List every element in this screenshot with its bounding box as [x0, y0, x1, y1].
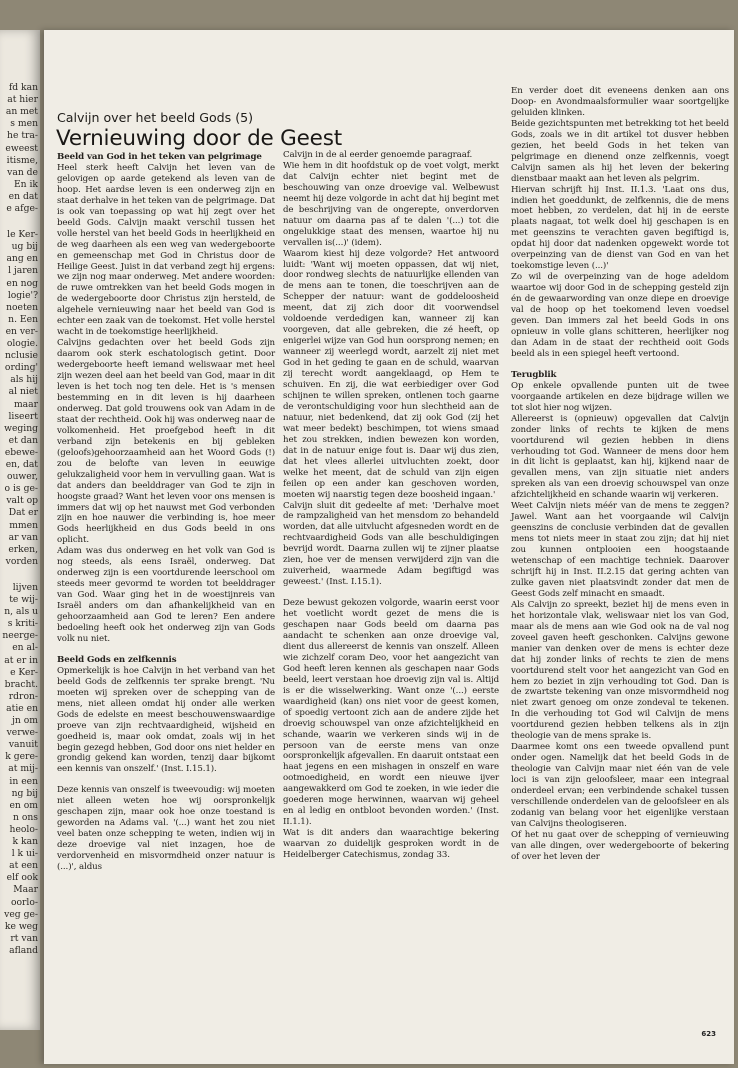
- cut-off-line-fragment: s men: [10, 118, 38, 130]
- cut-off-line-fragment: en dat: [8, 190, 38, 202]
- paragraph: Zo wil de overpeinzing van de hoge adeldom waartoe wij door God in de schepping gesteld zijn én de gewaarwording van onze diepe en droevige val de hoop op het toekomend leven voedsel geven. Dan immers zal het beeld Gods in ons opnieuw in volle glans schitteren, heerlijker nog dan Adam in de staat der rechtheid ooit Gods beeld als in een spiegel heeft vertoond.: [511, 272, 729, 359]
- cut-off-line-fragment: at er in: [4, 654, 38, 666]
- cut-off-line-fragment: logie'?: [7, 289, 38, 301]
- cut-off-line-fragment: le Ker-: [7, 229, 38, 241]
- paragraph: Wie hem in dit hoofdstuk op de voet volgt, merkt dat Calvijn echter niet begint met de beschouwing van onze droevige val. Welbewust neemt hij deze volgorde in acht dat hij begint met de beschrijving van de ongerepte, onverdorven natuur om daarna pas af te dalen '(...) tot die ongelukkige staat des mensen, waartoe hij nu vervallen is(...)' (idem).: [283, 160, 499, 248]
- paragraph: Op enkele opvallende punten uit de twee voorgaande artikelen en deze bijdrage willen we tot slot hier nog wijzen.: [511, 380, 729, 413]
- cut-off-line-fragment: l k ui-: [11, 848, 38, 860]
- cut-off-line-fragment: en nog: [6, 277, 38, 289]
- cut-off-line-fragment: En ik: [13, 178, 38, 190]
- cut-off-line-fragment: noeten: [6, 301, 38, 313]
- section-heading: Terugblik: [511, 369, 557, 380]
- section-heading: Beeld Gods en zelfkennis: [57, 654, 177, 665]
- cut-off-line-fragment: bracht.: [4, 678, 38, 690]
- cut-off-line-fragment: l jaren: [8, 265, 38, 277]
- cut-off-line-fragment: Dat er: [8, 507, 38, 519]
- cut-off-line-fragment: ouwer,: [6, 471, 38, 483]
- text-column-1: [57, 152, 275, 873]
- cut-off-line-fragment: at mij-: [8, 763, 38, 775]
- paragraph: Weet Calvijn niets méér van de mens te zeggen? Jawel. Want aan het voorgaande wil Calvijn geenszins de conclusie verbinden dat de gevallen mens tot niets meer in staat zou zijn; dat hij niet zou kunnen ontplooien een hoogstaande wetenschap of een machtige techniek. Daarover schrijft hij in Inst. II.2.15 dat gering achten van zulke gaven niet plaatsvindt zonder dat men de Geest Gods zelf minacht en smaadt.: [511, 501, 729, 599]
- cut-off-line-fragment: elf ook: [6, 872, 38, 884]
- paragraph: Deze kennis van onszelf is tweevoudig: wij moeten niet alleen weten hoe wij oorspronkelijk geschapen zijn, maar ook hoe onze toestand is geworden na Adams val. '(...) want het zou niet veel baten onze schepping te weten, indien wij in deze droevige val niet inzagen, hoe de verdorvenheid en misvormdheid onzer natuur is (...)', aldus: [57, 785, 275, 873]
- paragraph: Adam was dus onderweg en het volk van God is nog steeds, als eens Israël, onderweg. Dat onderweg zijn is een voortdurende leerschool om steeds meer gevormd te worden tot beelddrager van God. Waar ging het in de woestijnreis van Israël anders om dan afhankelijkheid van en gehoorzaamheid aan God te leren? Een andere bedoeling heeft ook het onderweg zijn van Gods volk nu niet.: [57, 546, 275, 644]
- paragraph: Hiervan schrijft hij Inst. II.1.3. 'Laat ons dus, indien het goeddunkt, de zelfkennis, die de mens moet hebben, zo verdelen, dat hij in de eerste plaats nagaat, tot welk doel hij geschapen is en met geenszins te verachten gaven begiftigd is, opdat hij door dat nadenken opgewekt worde tot overpeinzing van de dienst van God en van het toekomstige leven (...)': [511, 184, 729, 272]
- paragraph: Opmerkelijk is hoe Calvijn in het verband van het beeld Gods de zelfkennis ter sprake brengt. 'Nu moeten wij spreken over de schepping van de mens, niet alleen omdat hij onder alle werken Gods de edelste en meest beschouwenswaardige proeve van zijn rechtvaardigheid, wijsheid en goedheid is, maar ook omdat, zoals wij in het begin gezegd hebben, God door ons niet helder en grondig gekend kan worden, tenzij daar bijkomt een kennis van onszelf.' (Inst. I.15.1).: [57, 665, 275, 775]
- cut-off-line-fragment: an met: [5, 106, 38, 118]
- cut-off-line-fragment: in een: [9, 775, 38, 787]
- article-title: Vernieuwing door de Geest: [56, 126, 342, 151]
- cut-off-line-fragment: e Ker-: [10, 666, 38, 678]
- section-heading: Beeld van God in het teken van pelgrimage: [57, 152, 262, 162]
- cut-off-line-fragment: als hij: [10, 374, 38, 386]
- paragraph: Waarom kiest hij deze volgorde? Het antwoord luidt: 'Want wij moeten oppassen, dat wij niet, door rondweg slechts de natuurlijke ellenden van de mens aan te tonen, die toeschrijven aan de Schepper der natuur: want de goddeloosheid meent, dat zij zich door dit voorwendsel voldoende verdedigen kan, wanneer zij kan voorgeven, dat alle gebreken, die zé heeft, op enigerlei wijze van God hun oorsprong nemen; en wanneer zij weerlegd wordt, aarzelt zij niet met God in het geding te gaan en de schuld, waarvan zij terecht wordt aangeklaagd, op Hem te schuiven. En zij, die wat eerbiediger over God schijnen te willen spreken, ontlenen toch gaarne de verontschuldiging voor hun slechtheid aan de natuur, niet bedenkend, dat zij ook God (zij het wat meer bedekt) beschimpen, tot wiens smaad het zou strekken, indien bewezen kon worden, dat in de natuur enige fout is. Daar wij dus zien, dat het vlees allerlei uitvluchten zoekt, door welke het meent, dat de schuld van zijn eigen feilen op een ander kan geschoven worden, moeten wij naarstig tegen deze boosheid ingaan.': [283, 248, 499, 500]
- cut-off-line-fragment: ording': [4, 362, 38, 374]
- paragraph: Beide gezichtspunten met betrekking tot het beeld Gods, zoals we in dit artikel tot dusver hebben gezien, het beeld Gods in het teken van pelgrimage en dienend onze zelfkennis, voegt Calvijn samen als hij het leven der bekering dienstbaar maakt aan het leven als pelgrim.: [511, 118, 729, 184]
- paragraph: Deze bewust gekozen volgorde, waarin eerst voor het voetlicht wordt gezet de mens die is geschapen naar Gods beeld om daarna pas aandacht te schenken aan onze droevige val, dient dus allereerst de kennis van onszelf. Alleen wie zichzelf coram Deo, voor het aangezicht van God heeft leren kennen als geschapen naar Gods beeld, leert verstaan hoe droevig zijn val is. Altijd is er die wisselwerking. Want onze '(...) eerste waardigheid (kan) ons niet voor de geest komen, of spoedig vertoont zich aan de andere zijde het droevig schouwspel van onze afzichtelijkheid en schande, waarin we verkeren sinds wij in de persoon van de eerste mens van onze oorspronkelijk afgevallen. En daaruit ontstaat een haat jegens en een mishagen in onszelf en ware ootmoedigheid, en wordt een nieuwe ijver aangewakkerd om God te zoeken, in wie ieder die goederen moge herwinnen, waarvan wij geheel en al ledig en ontbloot bevonden worden.' (Inst. II.1.1).: [283, 598, 499, 828]
- paragraph: Wat is dit anders dan waarachtige bekering waarvan zo duidelijk gesproken wordt in de Heidelberger Catechismus, zondag 33.: [283, 828, 499, 861]
- cut-off-line-fragment: ng bij: [11, 787, 38, 799]
- magazine-page: [44, 30, 734, 1064]
- cut-off-line-fragment: et dan: [8, 434, 38, 446]
- paragraph: En verder doet dit eveneens denken aan ons Doop- en Avondmaalsformulier waar soortgelijke geluiden klinken.: [511, 86, 729, 118]
- cut-off-line-fragment: valt op: [6, 495, 38, 507]
- cut-off-line-fragment: k kan: [12, 836, 38, 847]
- paragraph: Als Calvijn zo spreekt, beziet hij de mens even in het horizontale vlak, weliswaar niet los van God, maar als de mens aan wie God ook na de val nog zoveel gaven heeft geschonken. Calvijns gewone manier van denken over de mens is echter deze dat hij zonder links of rechts te zien de mens voortdurend stelt voor het aangezicht van God en hem zo beziet in zijn verhouding tot God. Dan is de zwartste tekening van onze misvormdheid nog niet zwart genoeg om onze zondeval te tekenen. In die verhouding tot God wil Calvijn de mens voortdurend gezien hebben telkens als in zijn theologie van de mens sprake is.: [511, 599, 729, 742]
- cut-off-line-fragment: heolo-: [9, 823, 38, 835]
- cut-off-line-fragment: at een: [9, 860, 38, 872]
- cut-off-line-fragment: eweest: [5, 142, 38, 154]
- cut-off-line-fragment: itisme,: [6, 154, 38, 166]
- cut-off-line-fragment: ebewe-: [4, 446, 38, 458]
- text-column-3: [511, 86, 729, 863]
- cut-off-line-fragment: en, dat: [5, 459, 38, 470]
- paragraph: Heel sterk heeft Calvijn het leven van de gelovigen op aarde getekend als leven van de hoop. Het aardse leven is een onderweg zijn en staat derhalve in het teken van de pelgrimage. Dat is ook van toepassing op wat hij zegt over het beeld Gods. Calvijn maakt verschil tussen het volle herstel van het beeld Gods in heerlijkheid en de weg daarheen als een weg van wedergeboorte en gemeenschap met God in Christus door de Heilige Geest. Juist in dat verband zegt hij ergens: we zijn nog maar onderweg. Met andere woorden: de ruwe omtrekken van het beeld Gods mogen in de wedergeboorte door Christus zijn hersteld, de algehele vernieuwing naar het beeld van God is echter een zaak van de toekomst. Het volle herstel wacht in de toekomstige heerlijkheid.: [57, 162, 275, 338]
- cut-off-line-fragment: n, als u: [4, 606, 38, 618]
- cut-off-line-fragment: ang en: [6, 253, 38, 265]
- cut-off-line-fragment: en ver-: [5, 325, 38, 337]
- cut-off-line-fragment: rt van: [10, 932, 38, 944]
- cut-off-line-fragment: erken,: [8, 543, 38, 555]
- previous-page-edge: [0, 30, 40, 1030]
- paragraph: Calvijns gedachten over het beeld Gods zijn daarom ook sterk eschatologisch getint. Door wedergeboorte heeft iemand weliswaar met heel zijn wezen deel aan het beeld van God, maar in dit leven is het toch nog ten dele. Het is 's mensen bestemming en in dit leven is hij daarheen onderweg. Dat gold trouwens ook van Adam in de staat der rechtheid. Ook hij was onderweg naar de volkomenheid. Het proefgebod heeft in dit verband zijn betekenis en bij gebleken (geloofs)gehoorzaamheid aan het Woord Gods (!) zou de belofte van leven in eeuwige gelukzaligheid voor hem in vervulling gaan. Wat is dat anders dan beelddrager van God te zijn in hoogste graad? Want het leven voor ons mensen is immers dat wij op het nauwst met God verbonden zijn en hoe nauwer die verbinding is, hoe meer Gods heerlijkheid en dus Gods beeld in ons oplicht.: [57, 338, 275, 546]
- paragraph: Daarmee komt ons een tweede opvallend punt onder ogen. Namelijk dat het beeld Gods in de theologie van Calvijn maar niet één van de vele loci is van zijn geloofsleer, maar een integraal onderdeel ervan; een verbindende schakel tussen verschillende onderdelen van de geloofsleer en als zodanig van belang voor het eigenlijke verstaan van Calvijns theologiseren.: [511, 742, 729, 829]
- series-title: Calvijn over het beeld Gods (5): [57, 110, 254, 125]
- paragraph: Calvijn in de al eerder genoemde paragraaf.: [283, 150, 473, 160]
- cut-off-line-fragment: s kriti-: [7, 618, 38, 630]
- cut-off-line-fragment: Maar: [13, 884, 38, 896]
- cut-off-line-fragment: mmen: [9, 519, 38, 531]
- cut-off-line-fragment: ologie.: [6, 338, 38, 349]
- cut-off-line-fragment: weging: [4, 422, 38, 434]
- cut-off-line-fragment: neerge-: [2, 630, 38, 642]
- cut-off-line-fragment: van de: [7, 166, 38, 178]
- cut-off-line-fragment: verwe-: [6, 727, 38, 739]
- page-number: 623: [701, 1030, 716, 1038]
- cut-off-line-fragment: nclusie: [4, 350, 38, 362]
- cut-off-line-fragment: n ons: [12, 811, 38, 823]
- cut-off-line-fragment: k gere-: [5, 751, 38, 763]
- cut-off-line-fragment: te wij-: [9, 594, 38, 605]
- cut-off-line-fragment: afland: [9, 944, 38, 956]
- paragraph: Of het nu gaat over de schepping of vernieuwing van alle dingen, over wedergeboorte of bekering of over het leven der: [511, 829, 729, 862]
- cut-off-line-fragment: maar: [13, 398, 38, 410]
- cut-off-line-fragment: lijven: [12, 581, 38, 593]
- paragraph: Calvijn sluit dit gedeelte af met: 'Derhalve moet de rampzaligheid van het mensdom zo behandeld worden, dat alle uitvlucht afgesneden wordt en de rechtvaardigheid Gods van alle beschuldigingen bevrijd wordt. Daarna zullen wij te zijner plaatse zien, hoe ver de mensen verwijderd zijn van die zuiverheid, waarmede Adam begiftigd was geweest.' (Inst. I.15.1).: [283, 500, 499, 588]
- cut-off-line-fragment: veg ge-: [4, 908, 38, 920]
- cut-off-line-fragment: o is ge-: [4, 483, 38, 495]
- cut-off-line-fragment: e afge-: [6, 203, 38, 214]
- cut-off-line-fragment: at hier: [7, 94, 38, 106]
- cut-off-line-fragment: ke weg: [4, 920, 38, 932]
- cut-off-line-fragment: rdron-: [8, 690, 38, 702]
- text-column-2: [283, 150, 499, 861]
- cut-off-line-fragment: oorlo-: [10, 896, 38, 908]
- cut-off-line-fragment: al niet: [8, 386, 38, 398]
- cut-off-line-fragment: vorden: [5, 555, 38, 567]
- cut-off-line-fragment: ug bij: [11, 241, 38, 253]
- cut-off-line-fragment: ar van: [8, 531, 38, 543]
- cut-off-line-fragment: en al-: [12, 642, 38, 654]
- cut-off-line-fragment: en om: [9, 799, 38, 811]
- paragraph: Allereerst is (opnieuw) opgevallen dat Calvijn zonder links of rechts te kijken de mens voortdurend wil gezien hebben in diens verhouding tot God. Wanneer de mens door hem in dit licht is geplaatst, kan hij, kijkend naar de gevallen mens, van zijn situatie niet anders spreken als van een droevig schouwspel van onze afzichtelijkheid en schande waarin wij verkeren.: [511, 413, 729, 501]
- cut-off-line-fragment: n. Een: [8, 313, 38, 325]
- cut-off-line-fragment: fd kan: [8, 82, 38, 93]
- cut-off-line-fragment: liseert: [8, 410, 38, 422]
- cut-off-line-fragment: jn om: [12, 715, 38, 726]
- cut-off-line-fragment: vanuit: [8, 739, 38, 751]
- cut-off-line-fragment: atie en: [6, 702, 38, 714]
- cut-off-line-fragment: he tra-: [7, 130, 38, 142]
